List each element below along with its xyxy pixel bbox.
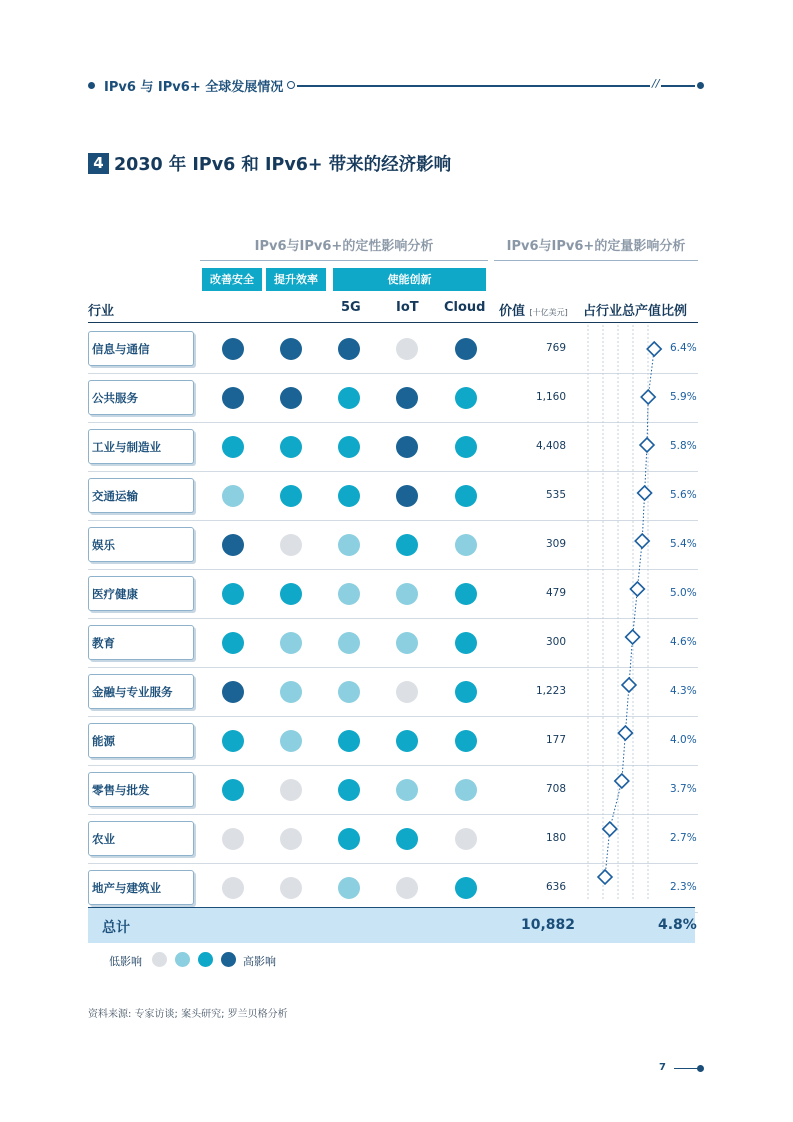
- legend-dot-low: [152, 952, 167, 967]
- impact-dot-safety: [222, 828, 244, 850]
- share-cell: 6.4%: [670, 342, 697, 354]
- value-cell: 535: [545, 489, 566, 501]
- impact-dot-efficiency: [280, 632, 302, 654]
- impact-dot-g5: [338, 730, 360, 752]
- industry-name: 娱乐: [92, 538, 115, 552]
- total-label: 总计: [102, 920, 130, 936]
- value-cell: 1,223: [535, 685, 566, 697]
- column-header-iot: IoT: [396, 300, 419, 315]
- impact-dot-g5: [338, 877, 360, 899]
- share-cell: 5.6%: [670, 489, 697, 501]
- value-cell: 180: [545, 832, 566, 844]
- impact-dot-efficiency: [280, 730, 302, 752]
- share-chart: [578, 325, 658, 901]
- impact-dot-iot: [396, 828, 418, 850]
- page-number-dot: [697, 1065, 704, 1072]
- value-cell: 769: [545, 342, 566, 354]
- impact-dot-cloud: [455, 632, 477, 654]
- industry-label-box: [88, 723, 194, 758]
- total-value: 10,882: [521, 917, 576, 933]
- share-cell: 2.7%: [670, 832, 697, 844]
- total-share: 4.8%: [658, 917, 697, 933]
- share-diamond: [638, 486, 652, 500]
- value-cell: 636: [545, 881, 566, 893]
- value-cell: 708: [545, 783, 566, 795]
- impact-dot-cloud: [455, 779, 477, 801]
- industry-name: 交通运输: [92, 489, 138, 503]
- impact-dot-efficiency: [280, 338, 302, 360]
- impact-dot-cloud: [455, 828, 477, 850]
- share-diamond: [640, 438, 654, 452]
- impact-dot-g5: [338, 828, 360, 850]
- header-rule: [297, 85, 695, 87]
- value-cell: 479: [545, 587, 566, 599]
- impact-dot-iot: [396, 730, 418, 752]
- header-ring: [287, 81, 295, 89]
- header-dot-right: [697, 82, 704, 89]
- share-diamond: [641, 390, 655, 404]
- share-diamond: [635, 534, 649, 548]
- quantitative-group-rule: [494, 260, 698, 261]
- impact-dot-efficiency: [280, 485, 302, 507]
- impact-dot-efficiency: [280, 583, 302, 605]
- value-label: 价值: [499, 304, 526, 319]
- impact-dot-cloud: [455, 583, 477, 605]
- impact-dot-iot: [396, 583, 418, 605]
- impact-dot-iot: [396, 877, 418, 899]
- source-note: 资料来源: 专家访谈; 案头研究; 罗兰贝格分析: [88, 1009, 288, 1020]
- quantitative-group-title: IPv6与IPv6+的定量影响分析: [506, 239, 686, 254]
- impact-dot-g5: [338, 632, 360, 654]
- impact-dot-cloud: [455, 338, 477, 360]
- impact-dot-iot: [396, 779, 418, 801]
- impact-dot-efficiency: [280, 828, 302, 850]
- impact-dot-efficiency: [280, 681, 302, 703]
- impact-dot-efficiency: [280, 436, 302, 458]
- share-trend-line: [605, 349, 654, 877]
- impact-dot-efficiency: [280, 534, 302, 556]
- industry-label-box: [88, 527, 194, 562]
- industry-label-box: [88, 821, 194, 856]
- tag-improve-safety: 改善安全: [202, 268, 262, 291]
- column-header-share: 占行业总产值比例: [583, 304, 688, 319]
- total-bar: [88, 907, 695, 943]
- impact-dot-efficiency: [280, 387, 302, 409]
- legend-high-label: 高影响: [243, 955, 276, 968]
- share-diamond: [626, 630, 640, 644]
- value-cell: 1,160: [535, 391, 566, 403]
- legend-dot-medium-high: [198, 952, 213, 967]
- impact-dot-g5: [338, 534, 360, 556]
- share-diamond: [630, 582, 644, 596]
- impact-dot-efficiency: [280, 779, 302, 801]
- page-number-rule: [674, 1068, 698, 1069]
- impact-dot-safety: [222, 338, 244, 360]
- industry-label-box: [88, 429, 194, 464]
- industry-name: 工业与制造业: [92, 440, 161, 454]
- impact-dot-safety: [222, 681, 244, 703]
- impact-dot-g5: [338, 338, 360, 360]
- industry-name: 地产与建筑业: [92, 881, 161, 895]
- industry-label-box: [88, 380, 194, 415]
- impact-dot-iot: [396, 632, 418, 654]
- industry-name: 教育: [92, 636, 115, 650]
- industry-label-box: [88, 478, 194, 513]
- value-cell: 4,408: [535, 440, 566, 452]
- impact-dot-iot: [396, 534, 418, 556]
- value-cell: 300: [545, 636, 566, 648]
- impact-dot-safety: [222, 632, 244, 654]
- impact-dot-efficiency: [280, 877, 302, 899]
- share-diamond: [598, 870, 612, 884]
- impact-dot-cloud: [455, 436, 477, 458]
- industry-label-box: [88, 625, 194, 660]
- impact-dot-cloud: [455, 387, 477, 409]
- share-cell: 4.0%: [670, 734, 697, 746]
- impact-dot-cloud: [455, 681, 477, 703]
- share-diamond: [618, 726, 632, 740]
- value-unit: [十亿美元]: [529, 308, 568, 317]
- impact-dot-g5: [338, 681, 360, 703]
- impact-dot-safety: [222, 730, 244, 752]
- impact-dot-g5: [338, 387, 360, 409]
- impact-dot-g5: [338, 779, 360, 801]
- impact-dot-safety: [222, 534, 244, 556]
- tag-enable-innovation: 使能创新: [333, 268, 486, 291]
- impact-dot-cloud: [455, 877, 477, 899]
- impact-dot-g5: [338, 436, 360, 458]
- impact-dot-cloud: [455, 534, 477, 556]
- column-header-5g: 5G: [341, 300, 361, 315]
- share-diamond: [603, 822, 617, 836]
- share-cell: 5.8%: [670, 440, 697, 452]
- header-break-mark: //: [652, 77, 660, 90]
- industry-label-box: [88, 870, 194, 905]
- impact-dot-iot: [396, 681, 418, 703]
- section-title: 2030 年 IPv6 和 IPv6+ 带来的经济影响: [114, 155, 452, 175]
- impact-dot-g5: [338, 485, 360, 507]
- industry-label-box: [88, 772, 194, 807]
- industry-name: 能源: [92, 734, 115, 748]
- share-diamond: [622, 678, 636, 692]
- header-rule-line: [88, 322, 698, 323]
- industry-name: 金融与专业服务: [92, 685, 173, 699]
- industry-label-box: [88, 331, 194, 366]
- impact-dot-safety: [222, 485, 244, 507]
- share-cell: 4.3%: [670, 685, 697, 697]
- tag-improve-efficiency: 提升效率: [266, 268, 326, 291]
- qualitative-group-title: IPv6与IPv6+的定性影响分析: [254, 239, 434, 254]
- impact-dot-iot: [396, 338, 418, 360]
- column-header-industry: 行业: [88, 304, 115, 319]
- impact-dot-safety: [222, 387, 244, 409]
- legend-dot-high: [221, 952, 236, 967]
- industry-name: 零售与批发: [92, 783, 150, 797]
- impact-dot-safety: [222, 583, 244, 605]
- page-number: 7: [659, 1062, 666, 1073]
- impact-dot-safety: [222, 779, 244, 801]
- column-header-cloud: Cloud: [444, 300, 486, 315]
- impact-dot-safety: [222, 877, 244, 899]
- impact-dot-cloud: [455, 730, 477, 752]
- section-number: 4: [88, 153, 109, 174]
- industry-name: 医疗健康: [92, 587, 138, 601]
- impact-dot-safety: [222, 436, 244, 458]
- legend-low-label: 低影响: [109, 955, 142, 968]
- share-diamond: [615, 774, 629, 788]
- column-header-value: [499, 300, 568, 319]
- share-cell: 5.9%: [670, 391, 697, 403]
- qualitative-group-rule: [200, 260, 488, 261]
- impact-dot-g5: [338, 583, 360, 605]
- legend-dot-medium-low: [175, 952, 190, 967]
- value-cell: 177: [545, 734, 566, 746]
- impact-dot-iot: [396, 485, 418, 507]
- share-cell: 5.0%: [670, 587, 697, 599]
- share-cell: 2.3%: [670, 881, 697, 893]
- running-header-title: IPv6 与 IPv6+ 全球发展情况: [104, 80, 284, 95]
- industry-name: 公共服务: [92, 391, 138, 405]
- impact-dot-iot: [396, 387, 418, 409]
- share-cell: 3.7%: [670, 783, 697, 795]
- industry-label-box: [88, 674, 194, 709]
- share-cell: 4.6%: [670, 636, 697, 648]
- industry-name: 信息与通信: [92, 342, 150, 356]
- share-cell: 5.4%: [670, 538, 697, 550]
- impact-dot-cloud: [455, 485, 477, 507]
- value-cell: 309: [545, 538, 566, 550]
- industry-name: 农业: [92, 832, 115, 846]
- impact-dot-iot: [396, 436, 418, 458]
- header-dot-left: [88, 82, 95, 89]
- industry-label-box: [88, 576, 194, 611]
